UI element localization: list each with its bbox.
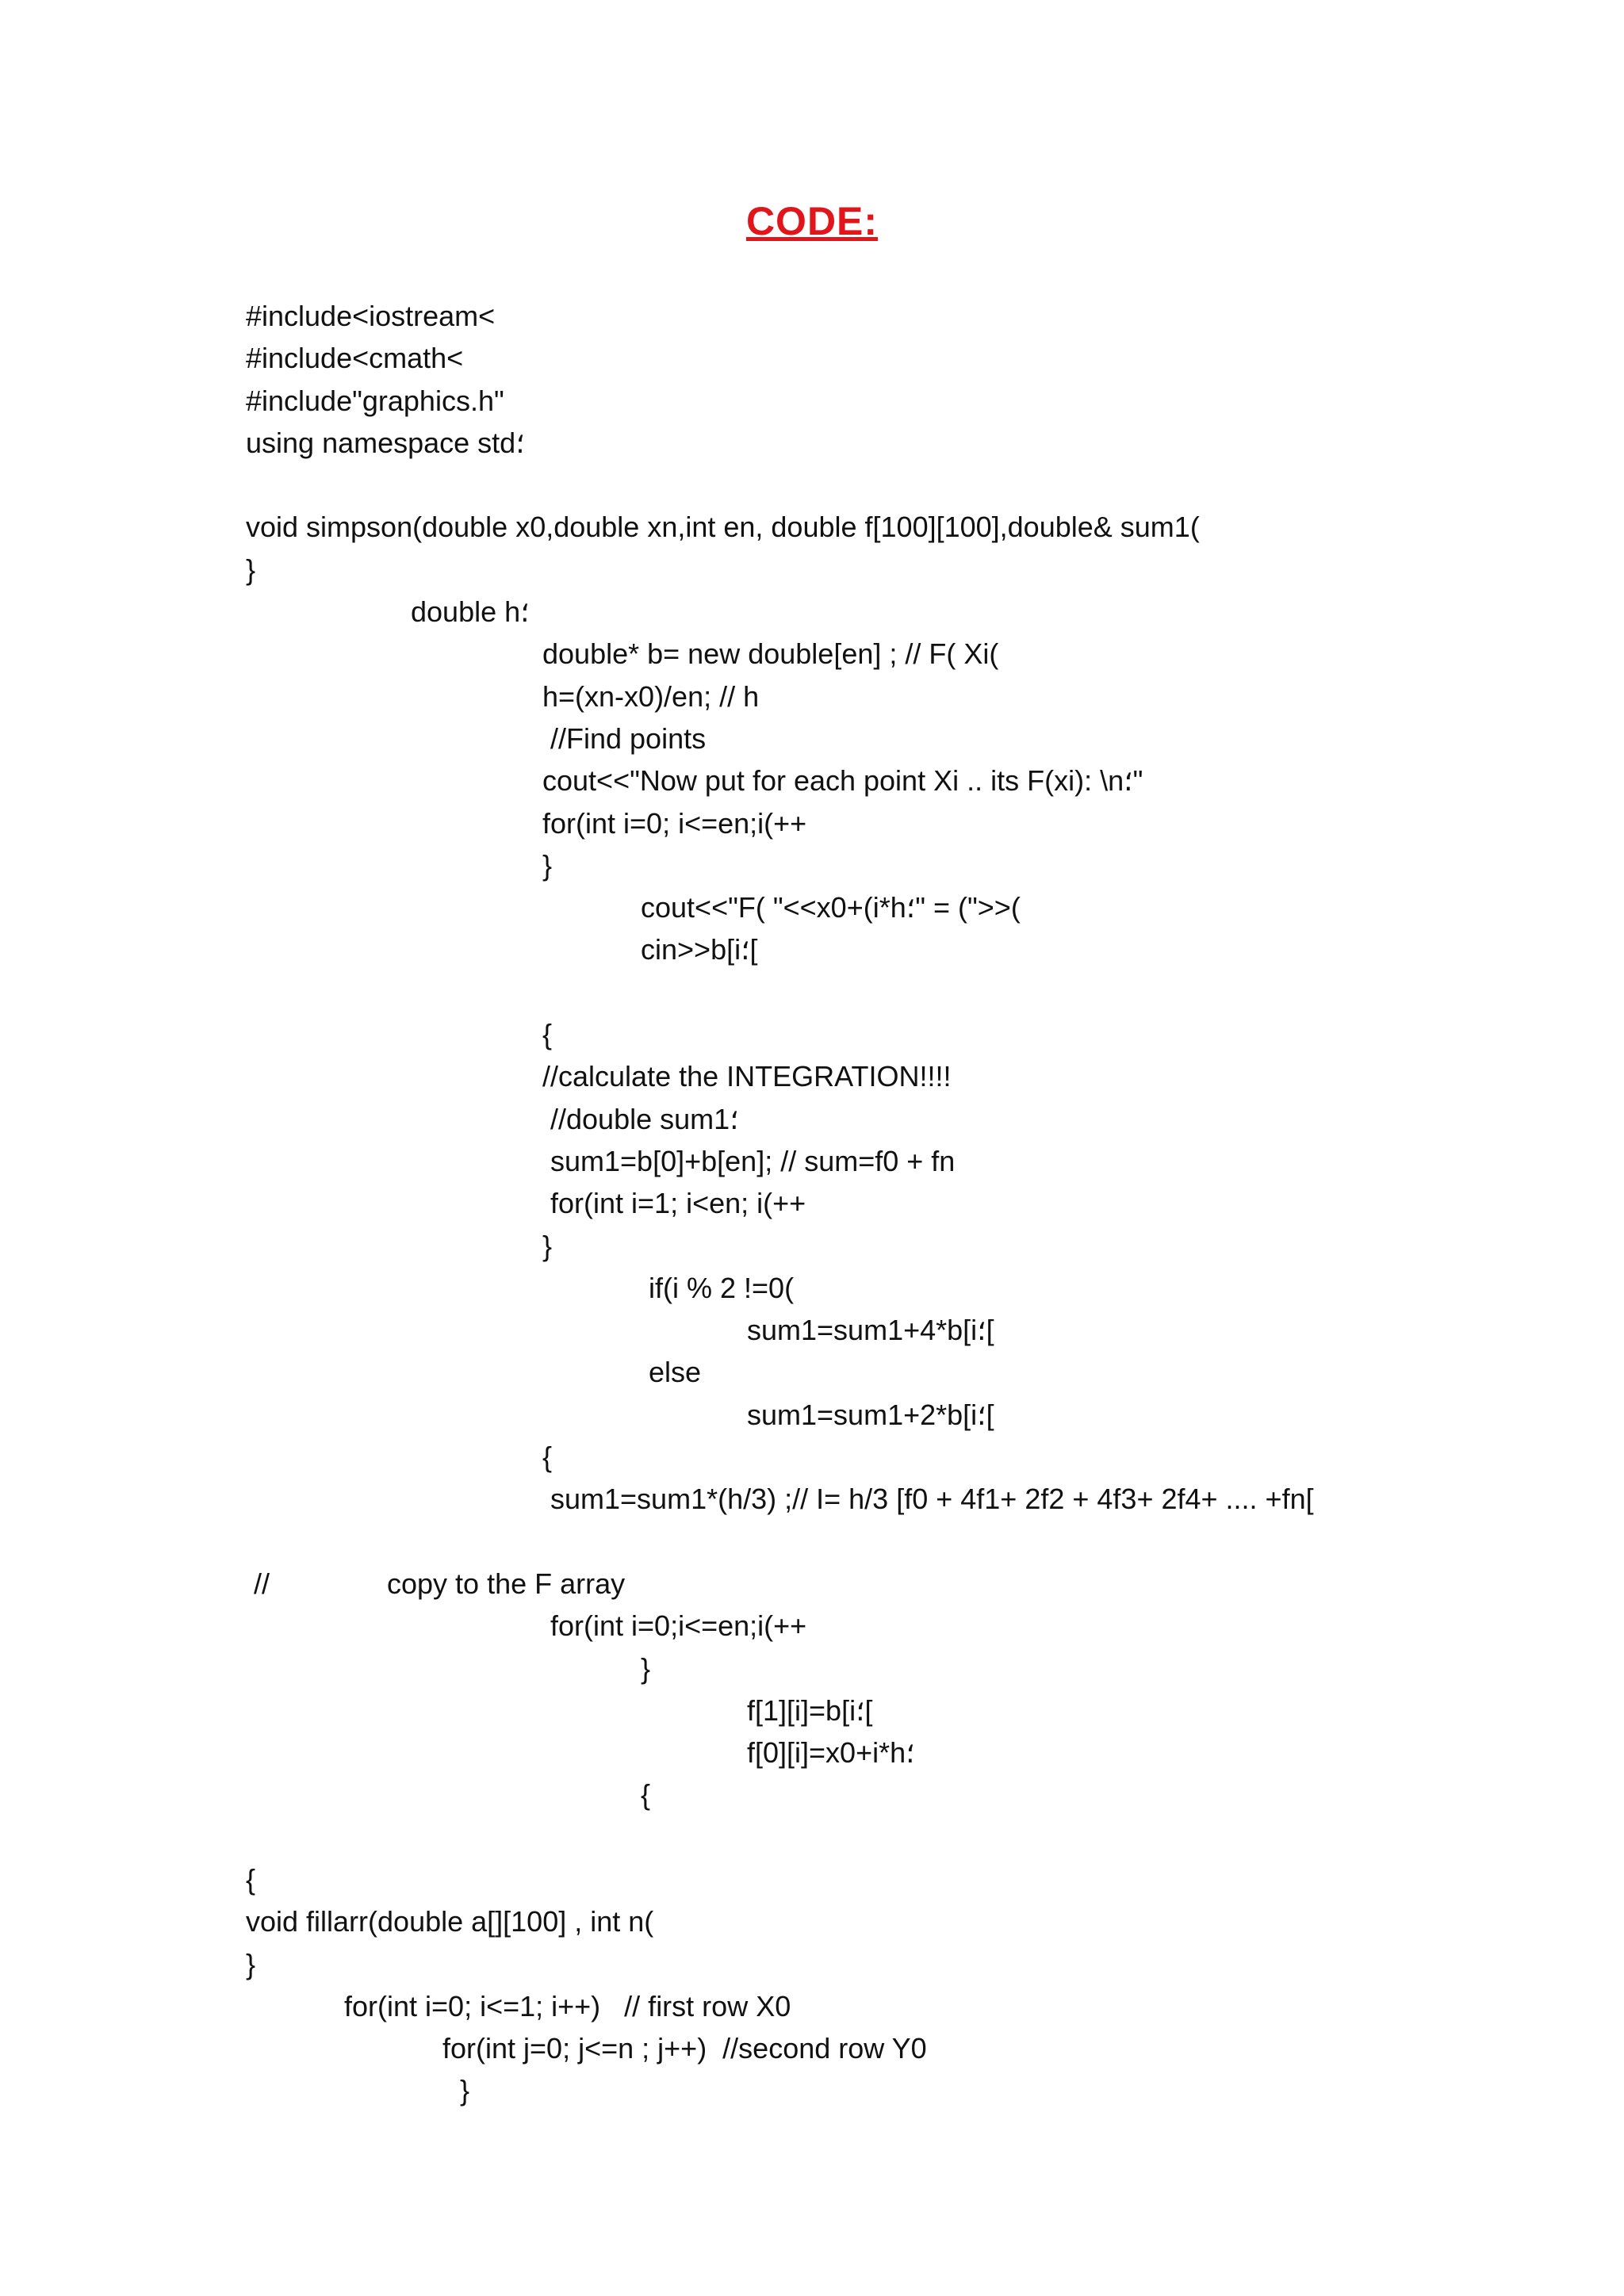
blank-line [246,1521,1554,1563]
blank-line [246,464,1554,506]
code-line: for(int i=0; i<=1; i++) // first row X0 [344,1989,791,2022]
code-line: } [542,848,553,882]
code-line: { [542,1018,553,1051]
comment-marker: // [254,1567,270,1600]
code-line: else [649,1356,702,1389]
code-line: sum1=sum1+4*b[i؛[ [747,1314,994,1347]
comment-text: copy to the F array [387,1567,626,1600]
code-comment-line [246,1563,1554,1605]
code-line: } [641,1651,651,1685]
blank-line [246,1816,1554,1858]
code-line: sum1=sum1+2*b[i؛[ [747,1398,994,1431]
code-line: if(i % 2 !=0( [649,1271,795,1304]
code-comment: //calculate the INTEGRATION!!!! [542,1060,952,1093]
code-line: sum1=b[0]+b[en]; // sum=f0 + fn [550,1144,956,1177]
code-line: #include"graphics.h" [246,384,504,417]
code-line: } [542,1229,553,1262]
code-line: { [246,1862,256,1896]
blank-line [246,971,1554,1013]
code-line: for(int j=0; j<=n ; j++) //second row Y0 [442,2032,927,2065]
code-line: { [542,1441,553,1474]
code-line: void simpson(double x0,double xn,int en, double f[100][100],double& sum1( [246,511,1200,544]
code-line: void fillarr(double a[][100] , int n( [246,1905,654,1938]
code-line: h=(xn-x0)/en; // h [542,679,760,713]
code-line: #include<cmath< [246,342,464,375]
code-line: } [246,1947,256,1980]
code-line: for(int i=0; i<=en;i(++ [542,806,807,840]
code-line: cout<<"F( "<<x0+(i*h؛" = (">>( [641,891,1021,924]
code-line: f[0][i]=x0+i*h؛ [747,1736,915,1770]
code-line: } [460,2074,470,2107]
code-comment: //Find points [550,721,707,755]
code-line: } [246,553,256,586]
code-line: f[1][i]=b[i؛[ [747,1693,873,1727]
code-line: for(int i=1; i<en; i(++ [550,1187,806,1220]
code-line: { [641,1778,651,1812]
code-line: double h؛ [411,595,530,629]
code-line: cin>>b[i؛[ [641,933,758,966]
code-line: for(int i=0;i<=en;i(++ [550,1609,807,1643]
code-line: using namespace std؛ [246,426,525,459]
code-line: double* b= new double[en] ; // F( Xi( [542,637,999,671]
code-comment: //double sum1؛ [550,1102,739,1135]
page-title: CODE: [745,199,879,243]
code-line: sum1=sum1*(h/3) ;// I= h/3 [f0 + 4f1+ 2f2 + 4f3+ 2f4+ .... +fn[ [550,1483,1314,1516]
code-block [246,295,1554,2112]
code-line: #include<iostream< [246,300,496,332]
code-line: cout<<"Now put for each point Xi .. its F(xi): \n؛" [542,764,1143,798]
